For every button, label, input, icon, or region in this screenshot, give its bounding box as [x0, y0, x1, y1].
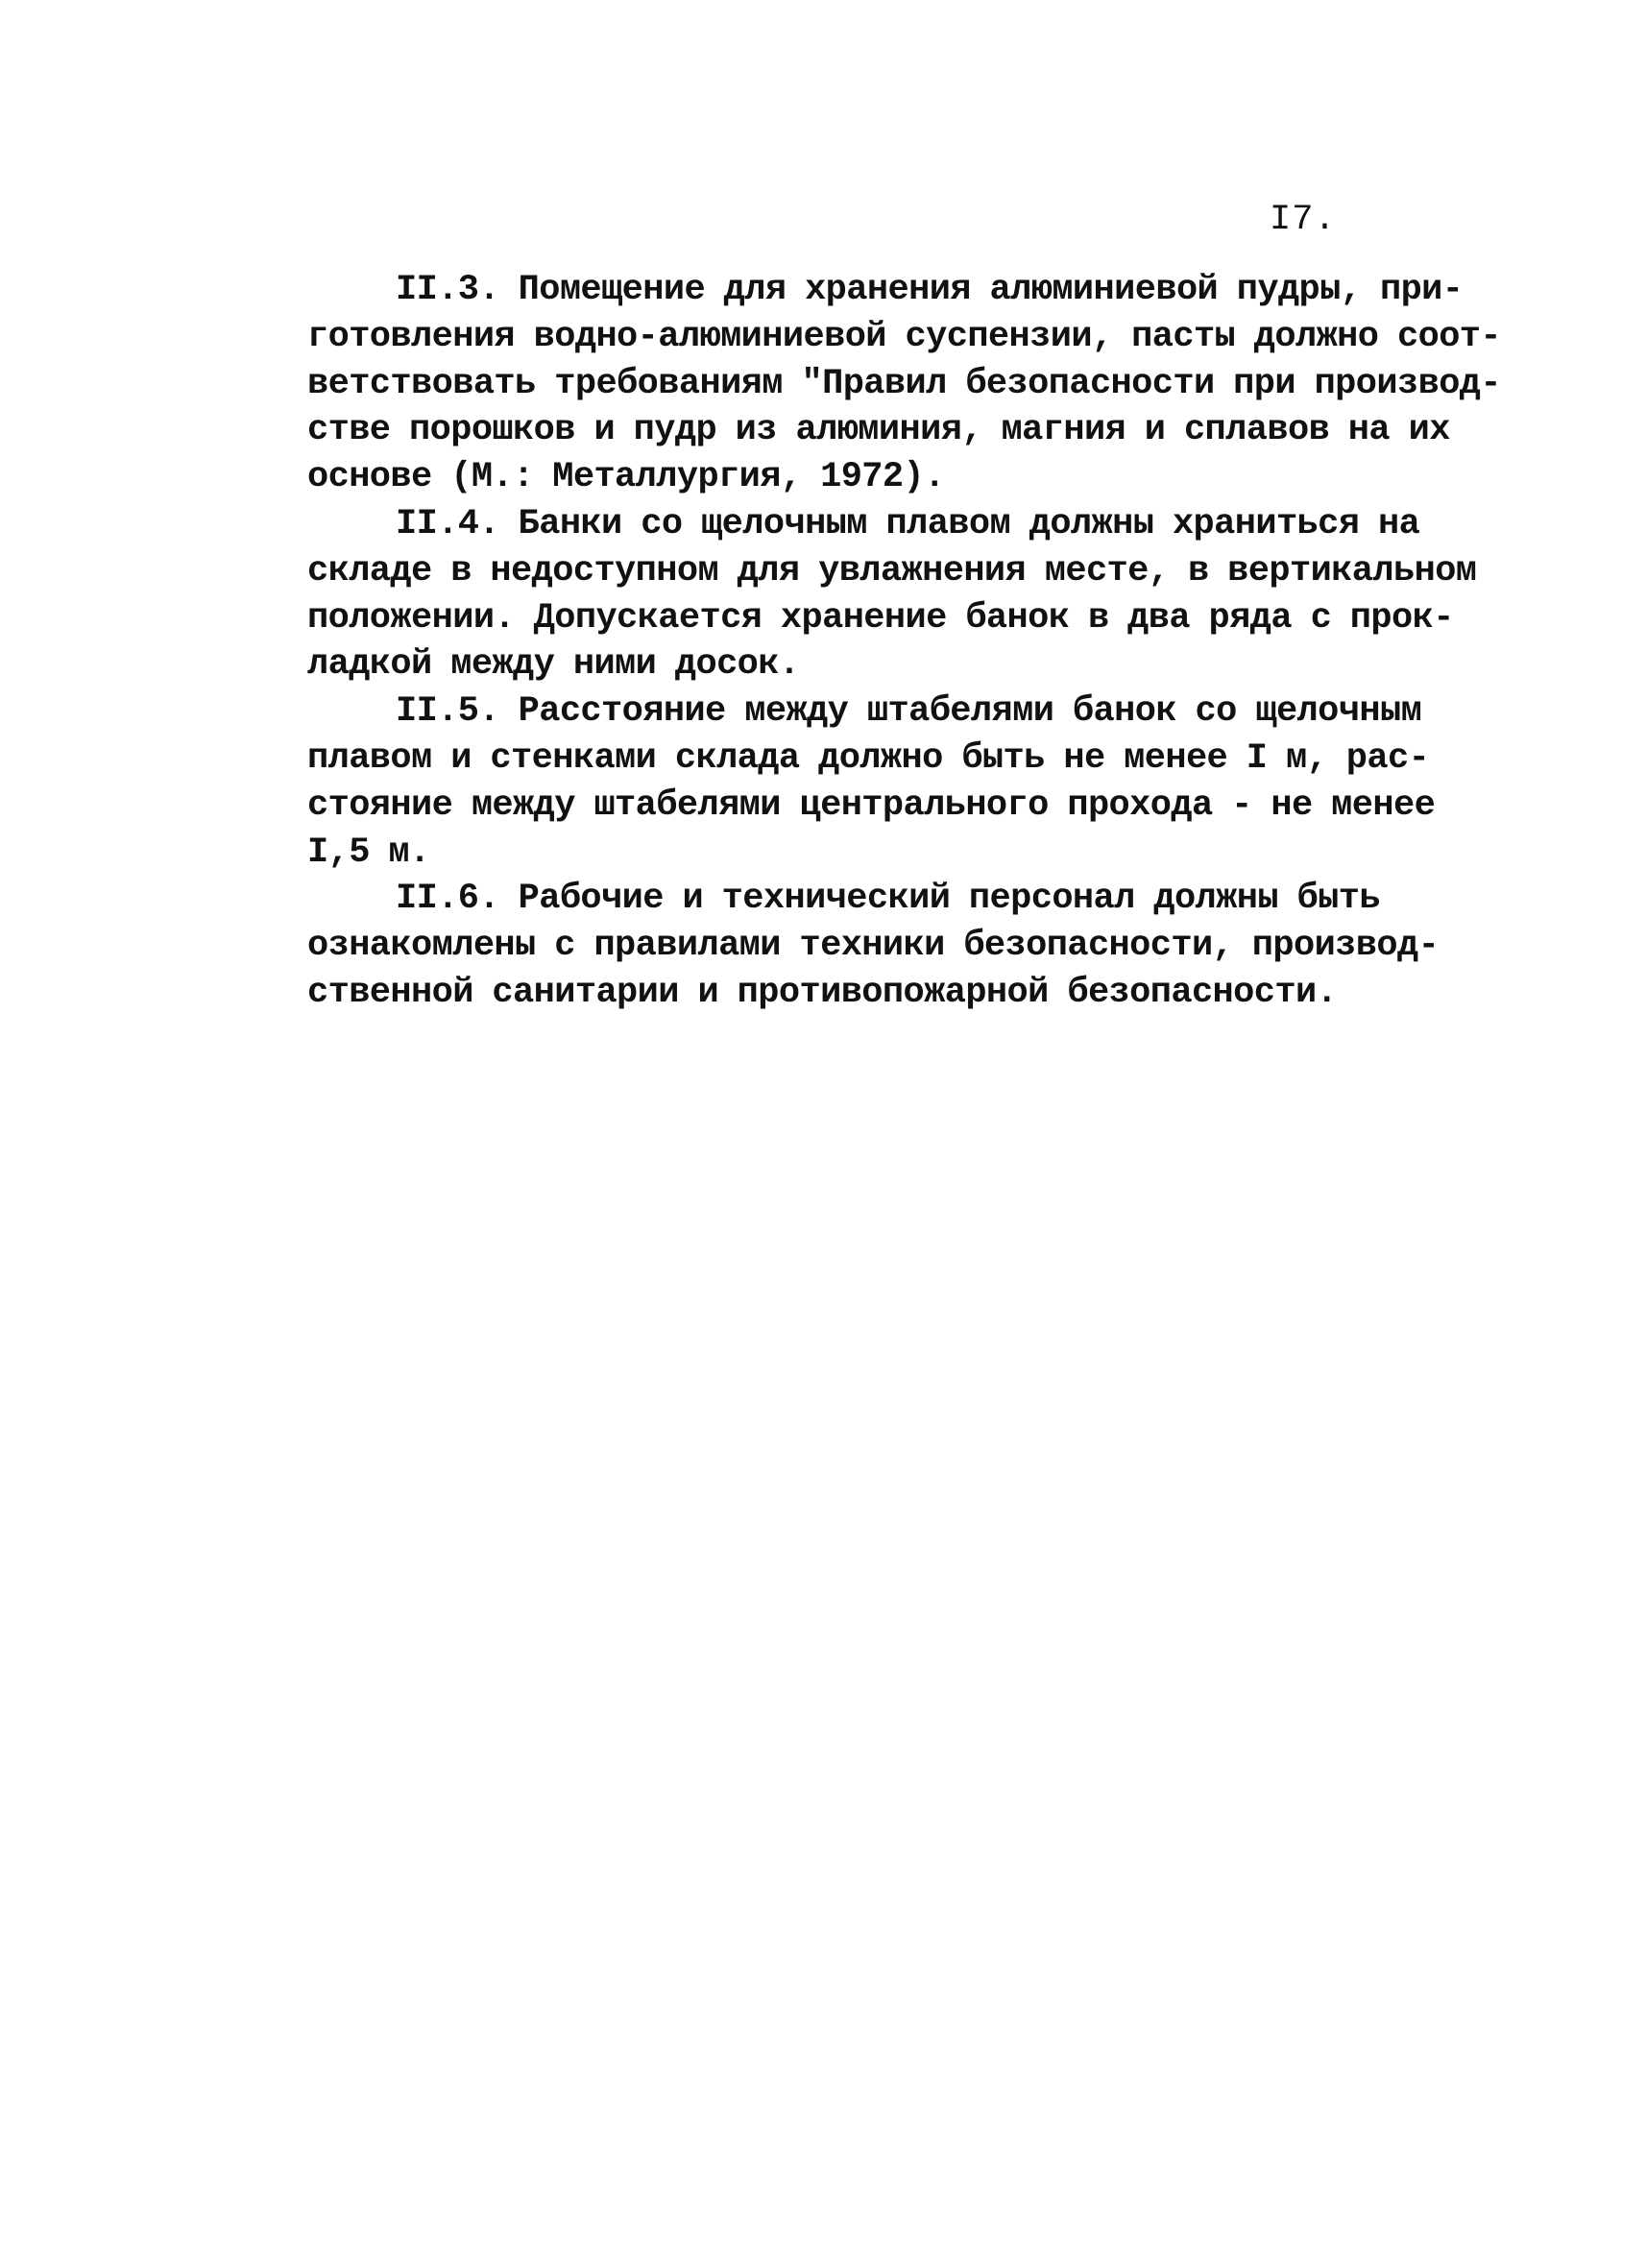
paragraph-11-6-line-2: ознакомлены с правилами техники безопасности, производ-: [307, 926, 1440, 967]
paragraph-11-5-line-3: стояние между штабелями центрального прохода - не менее: [307, 784, 1436, 826]
paragraph-11-3-line-4: стве порошков и пудр из алюминия, магния и сплавов на их: [307, 410, 1450, 451]
paragraph-11-5-line-4: I,5 м.: [307, 832, 430, 873]
paragraph-11-6-line-1: II.6. Рабочие и технический персонал должны быть: [396, 879, 1380, 920]
paragraph-11-5-line-2: плавом и стенками склада должно быть не менее I м, рас-: [307, 737, 1430, 779]
paragraph-11-4-line-3: положении. Допускается хранение банок в два ряда с прок-: [307, 597, 1454, 639]
document-text: [307, 267, 1502, 1017]
paragraph-11-3-line-1: II.3. Помещение для хранения алюминиевой пудры, при-: [396, 270, 1464, 310]
paragraph-11-4-line-4: ладкой между ними досок.: [307, 644, 800, 686]
paragraph-11-3-line-2: готовления водно-алюминиевой суспензии, пасты должно соот-: [307, 316, 1502, 357]
paragraph-11-4-line-2: складе в недоступном для увлажнения месте, в вертикальном: [307, 550, 1477, 591]
paragraph-11-5-line-1: II.5. Расстояние между штабелями банок со щелочным: [396, 691, 1422, 733]
page-number: I7.: [1270, 200, 1337, 240]
paragraph-11-3-line-5: основе (М.: Металлургия, 1972).: [307, 457, 945, 498]
paragraph-11-6-line-3: ственной санитарии и противопожарной безопасности.: [307, 972, 1338, 1013]
paragraph-11-4-line-1: II.4. Банки со щелочным плавом должны храниться на: [396, 503, 1420, 544]
paragraph-11-3-line-3: ветствовать требованиям "Правил безопасности при производ-: [307, 363, 1502, 404]
